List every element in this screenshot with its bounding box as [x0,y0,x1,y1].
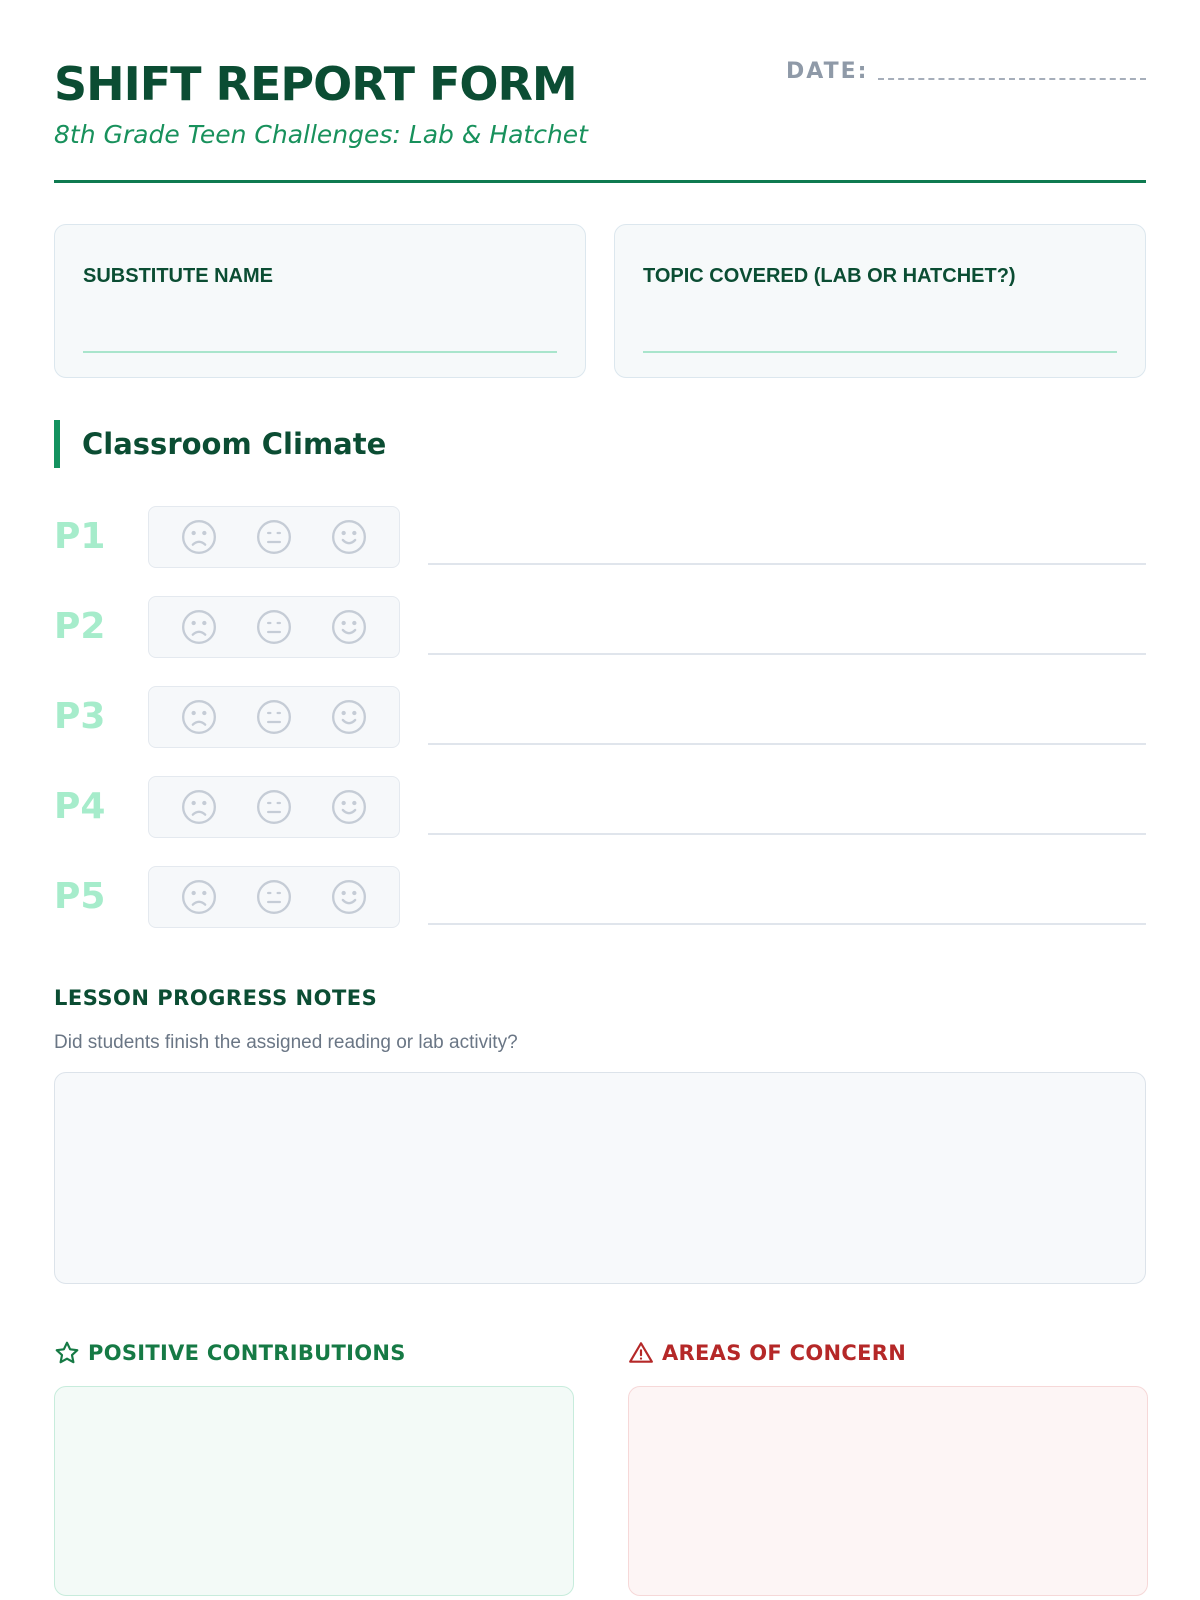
frown-face-icon[interactable] [178,696,220,738]
smile-face-icon[interactable] [328,606,370,648]
frown-face-icon[interactable] [178,876,220,918]
neutral-face-icon[interactable] [253,786,295,828]
frown-face-icon[interactable] [178,606,220,648]
climate-rating-selector [148,506,400,568]
period-notes-input[interactable] [428,833,1146,835]
substitute-name-label: SUBSTITUTE NAME [83,265,273,287]
smile-face-icon[interactable] [328,786,370,828]
warning-icon [628,1340,654,1366]
period-label: P4 [54,786,106,827]
neutral-face-icon[interactable] [253,516,295,558]
positive-contributions-title: POSITIVE CONTRIBUTIONS [88,1341,406,1365]
frown-face-icon[interactable] [178,516,220,558]
topic-covered-card [614,224,1146,378]
period-row [54,866,1146,956]
header-divider [54,180,1146,183]
period-row [54,506,1146,596]
period-row [54,776,1146,866]
shift-report-form [54,0,1146,1600]
date-field[interactable] [786,56,1146,86]
climate-rating-selector [148,776,400,838]
lesson-notes-prompt: Did students finish the assigned reading or lab activity? [54,1032,518,1053]
positive-contributions-heading [54,1340,406,1366]
climate-rating-selector [148,866,400,928]
areas-of-concern-heading [628,1340,906,1366]
smile-face-icon[interactable] [328,696,370,738]
date-label: DATE: [786,58,869,84]
positive-contributions-textarea[interactable] [54,1386,574,1596]
period-label: P1 [54,516,106,557]
period-row [54,596,1146,686]
frown-face-icon[interactable] [178,786,220,828]
star-icon [54,1340,80,1366]
period-label: P2 [54,606,106,647]
period-notes-input[interactable] [428,743,1146,745]
climate-rating-selector [148,596,400,658]
date-input-line[interactable] [878,78,1146,80]
lesson-notes-textarea[interactable] [54,1072,1146,1284]
substitute-name-input[interactable] [83,351,557,353]
period-label: P3 [54,696,106,737]
form-title: SHIFT REPORT FORM [54,57,577,111]
neutral-face-icon[interactable] [253,876,295,918]
classroom-climate-heading: Classroom Climate [54,420,386,468]
lesson-notes-title: LESSON PROGRESS NOTES [54,986,378,1010]
form-subtitle: 8th Grade Teen Challenges: Lab & Hatchet [54,120,588,149]
climate-rating-selector [148,686,400,748]
period-label: P5 [54,876,106,917]
neutral-face-icon[interactable] [253,606,295,648]
smile-face-icon[interactable] [328,516,370,558]
topic-covered-input[interactable] [643,351,1117,353]
substitute-name-card [54,224,586,378]
topic-covered-label: TOPIC COVERED (LAB OR HATCHET?) [643,265,1016,287]
areas-of-concern-title: AREAS OF CONCERN [662,1341,907,1365]
period-row [54,686,1146,776]
period-notes-input[interactable] [428,923,1146,925]
period-notes-input[interactable] [428,563,1146,565]
period-list [54,506,1146,956]
neutral-face-icon[interactable] [253,696,295,738]
period-notes-input[interactable] [428,653,1146,655]
areas-of-concern-textarea[interactable] [628,1386,1148,1596]
smile-face-icon[interactable] [328,876,370,918]
